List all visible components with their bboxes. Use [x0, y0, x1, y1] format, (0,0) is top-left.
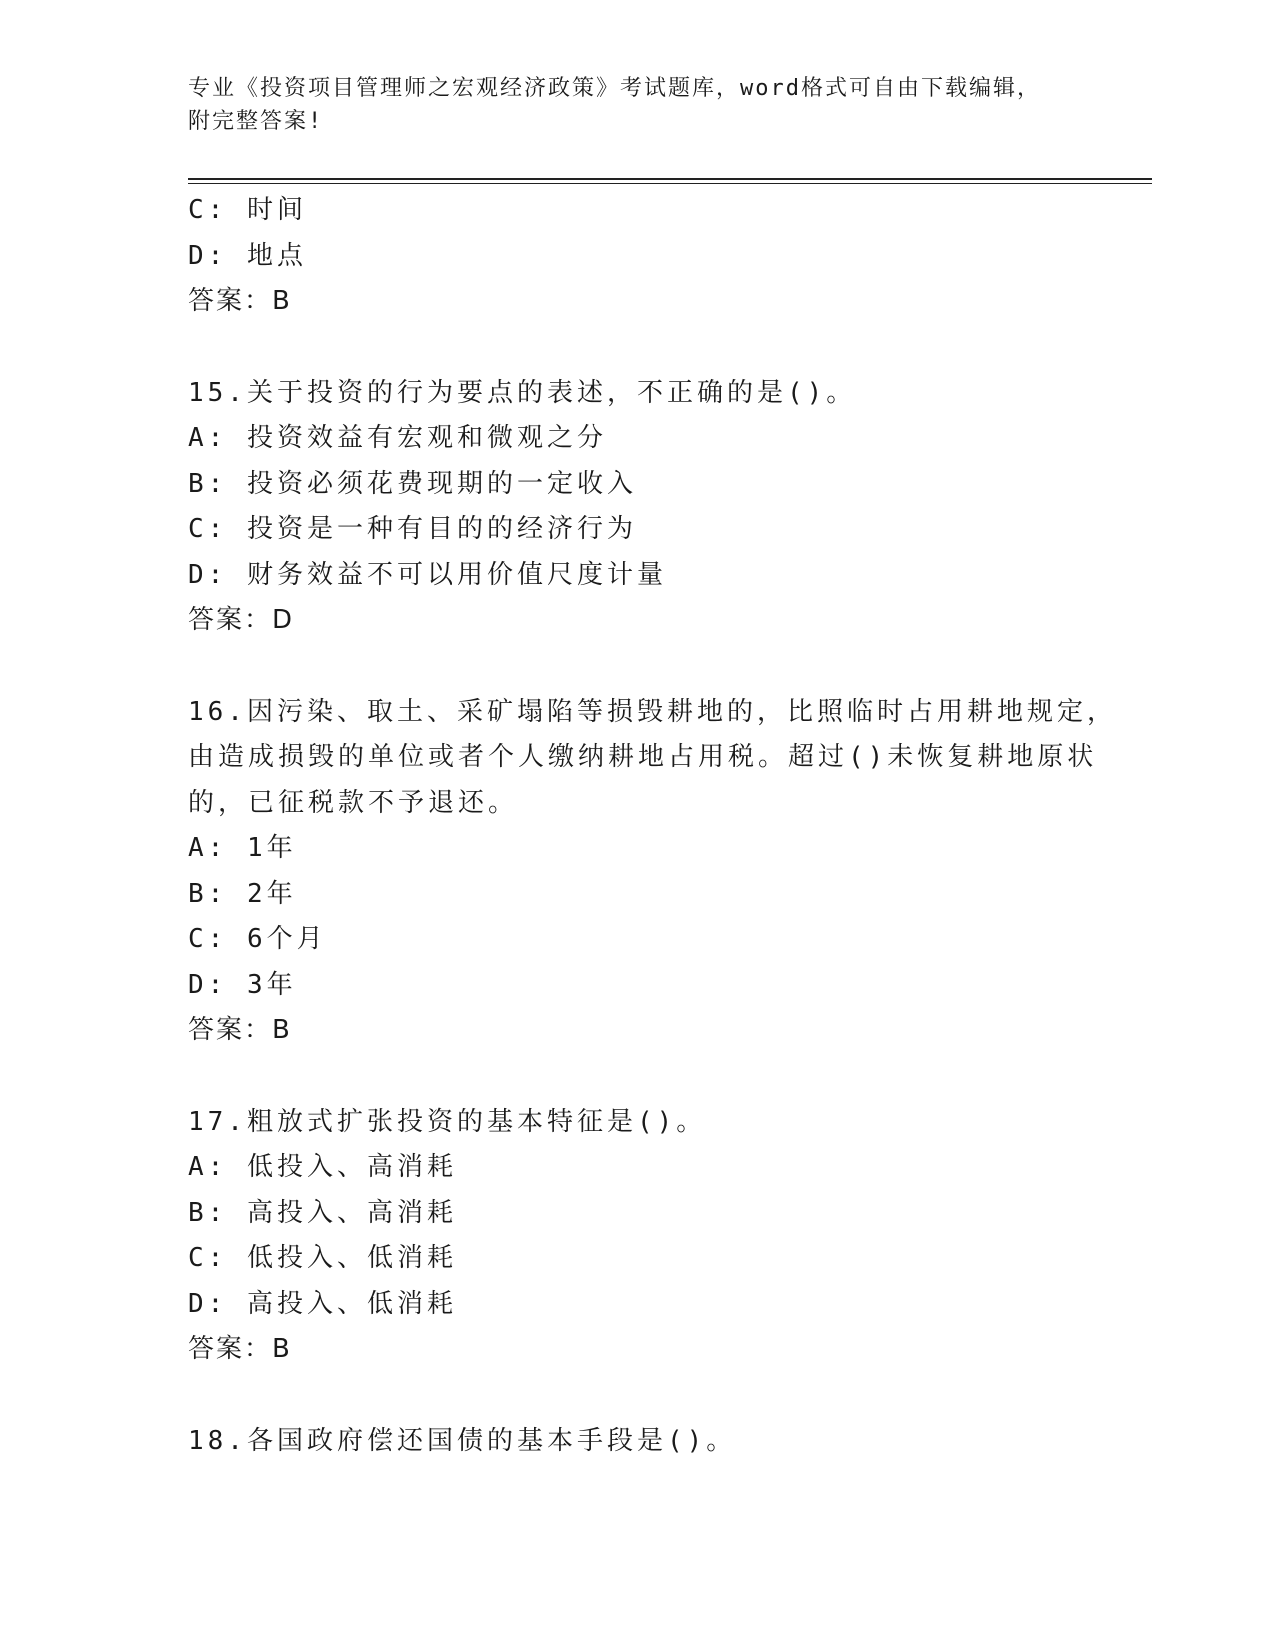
option-a: A: 1年: [188, 833, 297, 863]
option-a: A: 投资效益有宏观和微观之分: [188, 423, 607, 453]
answer-line: 答案：B: [188, 1334, 292, 1364]
spacer: [188, 1054, 1088, 1100]
question-stem-line-1: 16.因污染、取土、采矿塌陷等损毁耕地的，比照临时占用耕地规定，: [188, 696, 1117, 727]
option-d: D: 财务效益不可以用价值尺度计量: [188, 559, 667, 590]
option-d: D: 地点: [188, 240, 307, 271]
question-list: [188, 188, 1117, 1464]
question-14-continued: [188, 188, 1088, 325]
question-stem-line-2: 由造成损毁的单位或者个人缴纳耕地占用税。超过()未恢复耕地原状: [188, 742, 1098, 772]
question-stem: 17.粗放式扩张投资的基本特征是()。: [188, 1106, 707, 1137]
spacer: [188, 1373, 1088, 1419]
option-c: C: 投资是一种有目的的经济行为: [188, 514, 637, 544]
option-b: B: 高投入、高消耗: [188, 1197, 457, 1228]
option-c: C: 6个月: [188, 924, 327, 954]
header-divider-thin: [188, 183, 1152, 184]
question-stem: 15.关于投资的行为要点的表述，不正确的是()。: [188, 377, 857, 408]
option-c: C: 时间: [188, 195, 307, 225]
question-stem-line-3: 的，已征税款不予退还。: [188, 787, 519, 818]
header-line-1: 专业《投资项目管理师之宏观经济政策》考试题库，word格式可自由下载编辑，: [188, 76, 1041, 101]
question-15: [188, 371, 1088, 644]
question-17: [188, 1100, 1088, 1373]
option-d: D: 3年: [188, 969, 297, 1000]
header-line-2: 附完整答案!: [188, 109, 324, 134]
option-b: B: 2年: [188, 878, 297, 909]
option-c: C: 低投入、低消耗: [188, 1243, 457, 1273]
header-divider-thick: [188, 178, 1152, 180]
answer-line: 答案：B: [188, 1015, 292, 1045]
answer-line: 答案：B: [188, 286, 292, 316]
question-stem: 18.各国政府偿还国债的基本手段是()。: [188, 1425, 737, 1456]
spacer: [188, 644, 1088, 690]
spacer: [188, 325, 1088, 371]
document-header: [188, 72, 1088, 138]
question-16: [188, 690, 1117, 1054]
question-18: [188, 1419, 1088, 1465]
option-a: A: 低投入、高消耗: [188, 1152, 457, 1182]
answer-line: 答案：D: [188, 605, 295, 635]
option-b: B: 投资必须花费现期的一定收入: [188, 468, 637, 499]
option-d: D: 高投入、低消耗: [188, 1288, 457, 1319]
